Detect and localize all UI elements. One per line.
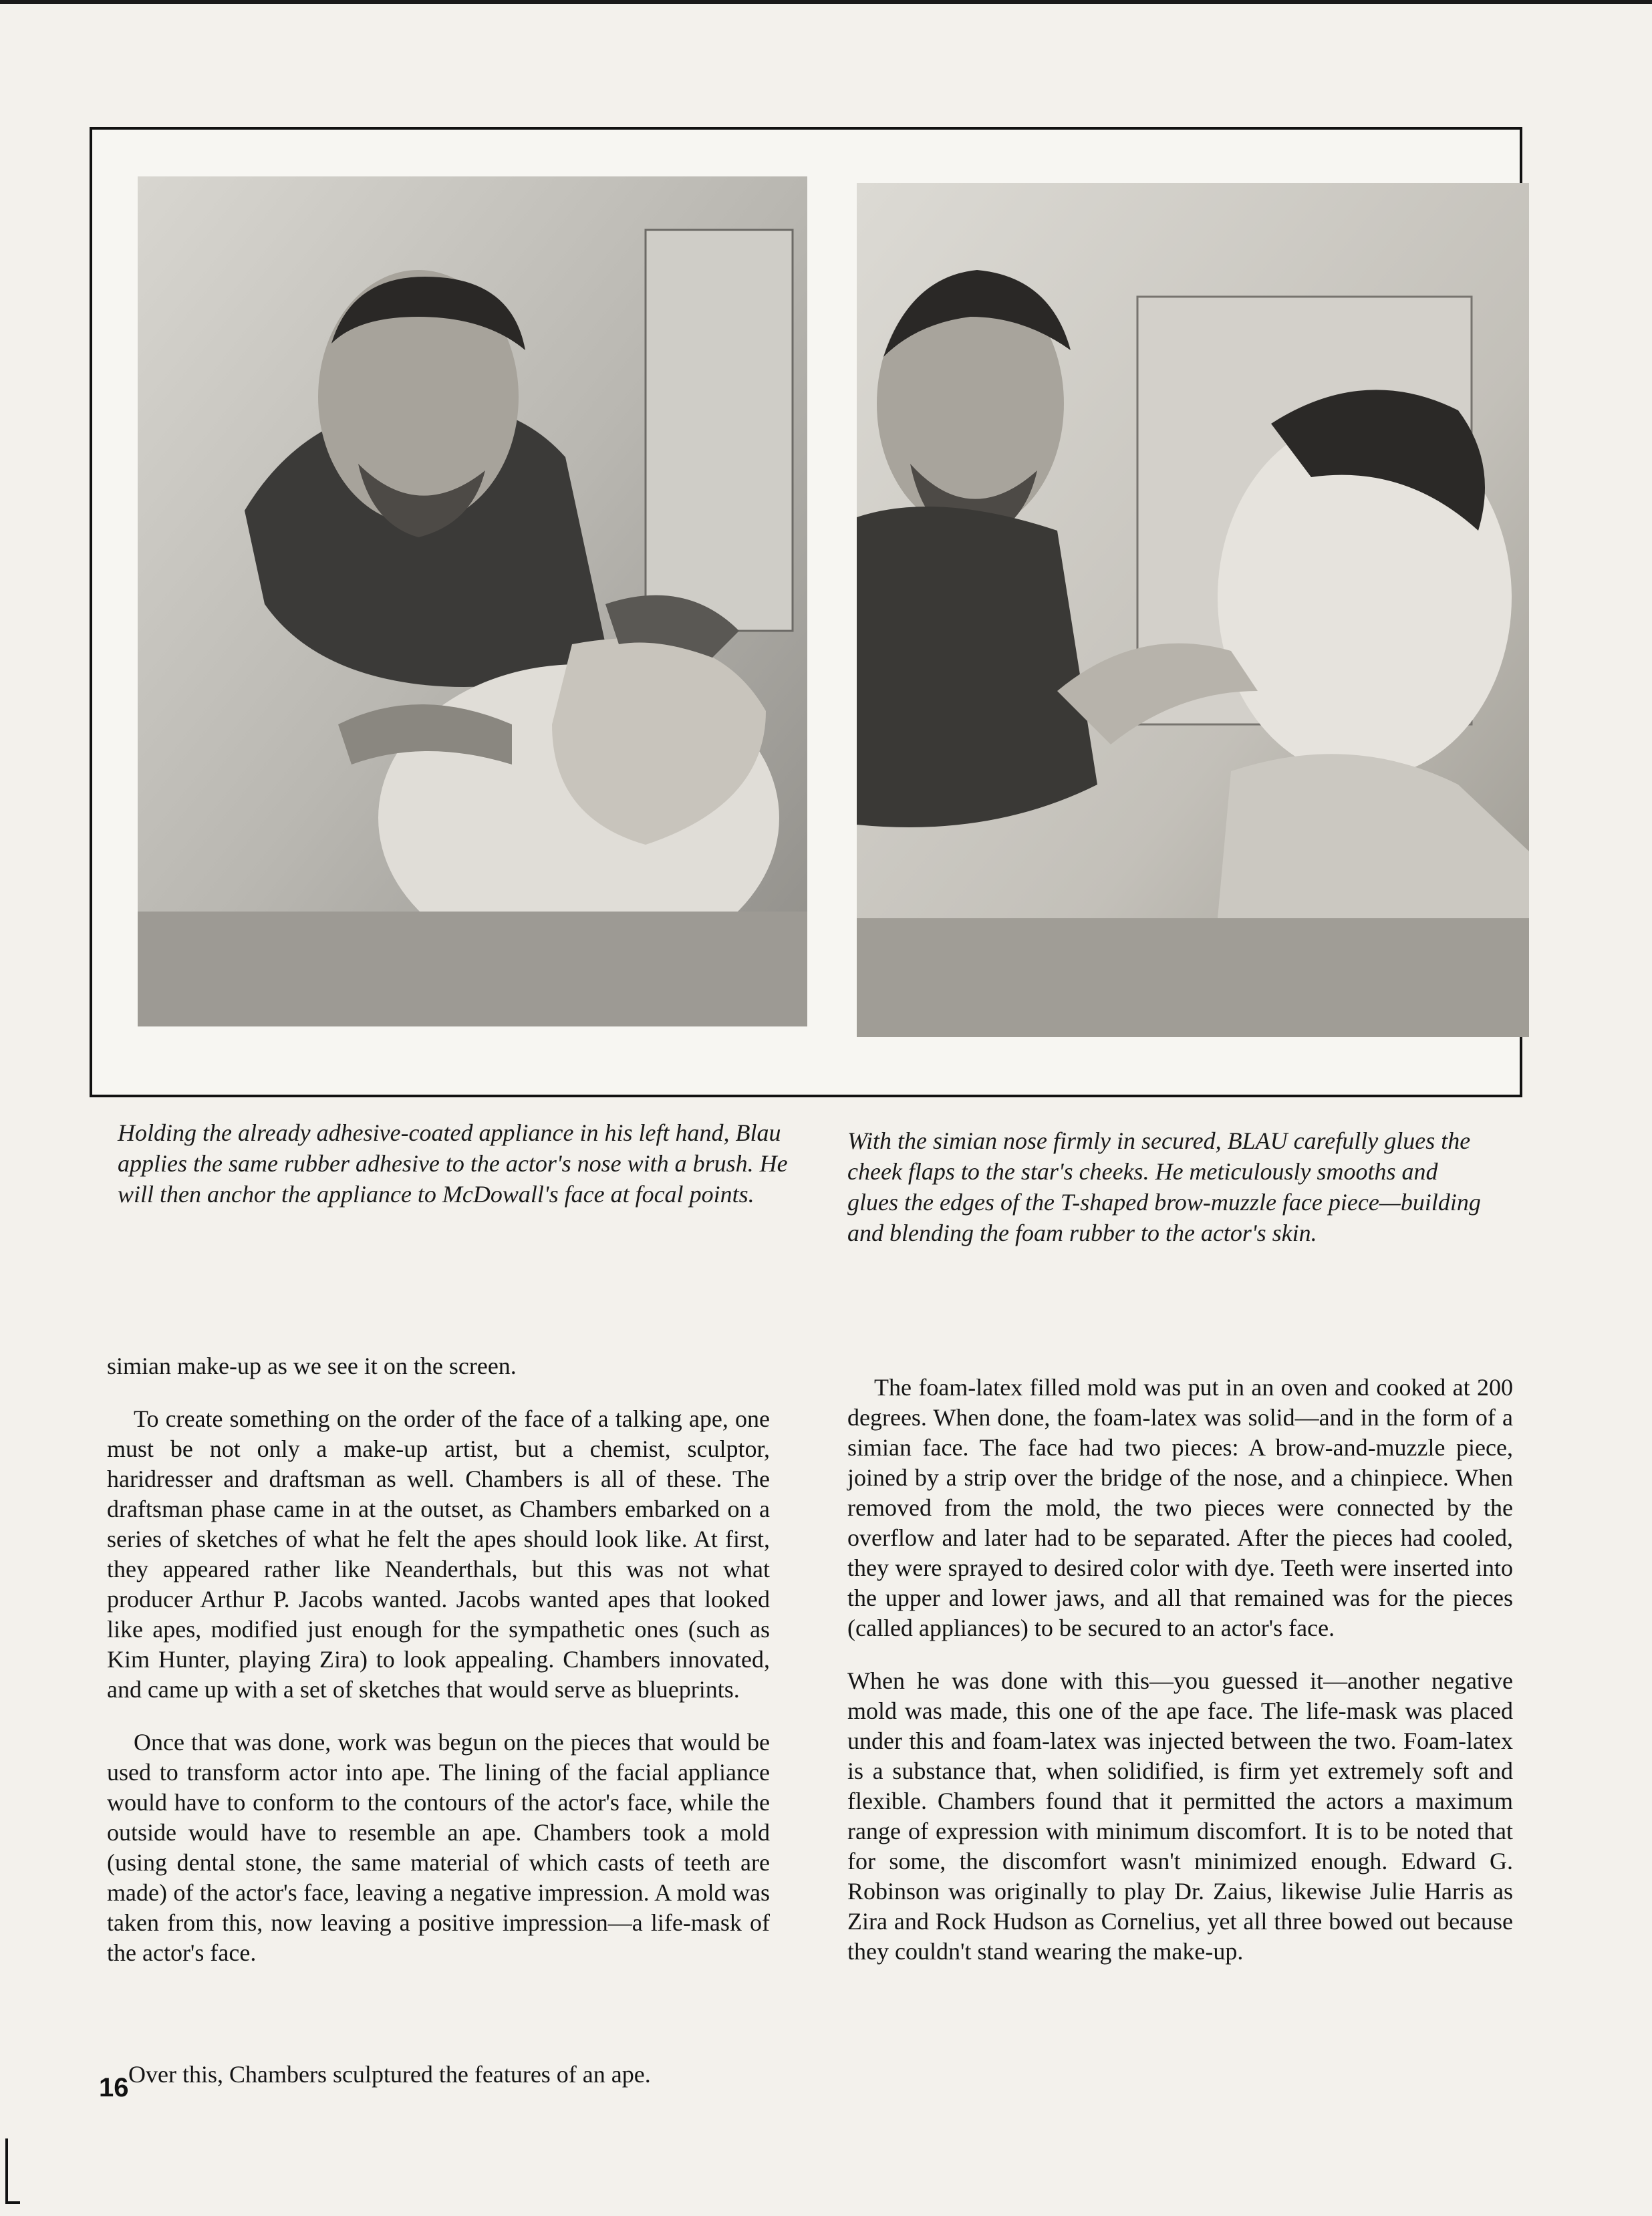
article-column-right	[847, 1373, 1513, 1989]
photo-caption-right: With the simian nose firmly in secured, BLAU carefully glues the cheek flaps to the star's cheeks. He meticulously smooths and glues the edges of the T-shaped brow-muzzle face piece—building and blending the foam rubber to the actor's skin.	[847, 1127, 1481, 1246]
photo-blau-glues-cheek-flaps	[857, 183, 1529, 1037]
article-paragraph: The foam-latex filled mold was put in an oven and cooked at 200 degrees. When done, the foam-latex was solid—and in the form of a simian face. The face had two pieces: A brow-and-muzzle piece, joined by a strip over the bridge of the nose, and a chinpiece. When removed from the mold, the two pieces were connected by the overflow and later had to be separated. After the pieces had cooled, they were sprayed to desired color with dye. Teeth were inserted into the upper and lower jaws, and all that remained was for the pieces (called appliances) to be secured to an actor's face.	[847, 1374, 1513, 1641]
page-number: 16	[99, 2073, 129, 2102]
article-last-line: Over this, Chambers sculptured the features of an ape.	[128, 2061, 651, 2088]
article-paragraph: Once that was done, work was begun on the pieces that would be used to transform actor into ape. The lining of the facial appliance would have to conform to the contours of the actor's face, while the outside would have to resemble an ape. Chambers took a mold (using dental stone, the same material of which casts of teeth are made) of the actor's face, leaving a negative impression. A mold was taken from this, now leaving a positive impression—a life-mask of the actor's face.	[107, 1729, 770, 1966]
photo-blau-applies-adhesive	[138, 176, 807, 1026]
photo-left-image	[138, 176, 807, 1026]
article-paragraph: simian make-up as we see it on the screen.	[107, 1353, 517, 1379]
photo-right-image	[857, 183, 1529, 1037]
article-paragraph: To create something on the order of the face of a talking ape, one must be not only a make-up artist, but a chemist, sculptor, haridresser and draftsman as well. Chambers is all of these. The draftsman phase came in at the outset, as Chambers embarked on a series of sketches of what he felt the apes should look like. At first, they appeared rather like Neanderthals, but this was not what producer Arthur P. Jacobs wanted. Jacobs wanted apes that looked like apes, modified just enough for the sympathetic ones (such as Kim Hunter, playing Zira) to look appealing. Chambers innovated, and came up with a set of sketches that would serve as blueprints.	[107, 1405, 770, 1703]
photo-frame	[90, 127, 1522, 1097]
article-column-left	[107, 1351, 770, 1991]
photo-caption-left: Holding the already adhesive-coated appliance in his left hand, Blau applies the same rubber adhesive to the actor's nose with a brush. He will then anchor the appliance to McDowall's face at focal points.	[118, 1119, 788, 1208]
article-paragraph: When he was done with this—you guessed it—another negative mold was made, this one of the ape face. The life-mask was placed under this and foam-latex was injected between the two. Foam-latex is a substance that, when solidified, is firm yet extremely soft and flexible. Chambers found that it permitted the actors a maximum range of expression with minimum discomfort. It is to be noted that for some, the discomfort wasn't minimized enough. Edward G. Robinson was originally to play Dr. Zaius, likewise Julie Harris as Zira and Rock Hudson as Cornelius, yet all three bowed out because they couldn't stand wearing the make-up.	[847, 1667, 1513, 1965]
top-rule	[0, 0, 1652, 4]
binding-edge-mark	[0, 2138, 20, 2216]
